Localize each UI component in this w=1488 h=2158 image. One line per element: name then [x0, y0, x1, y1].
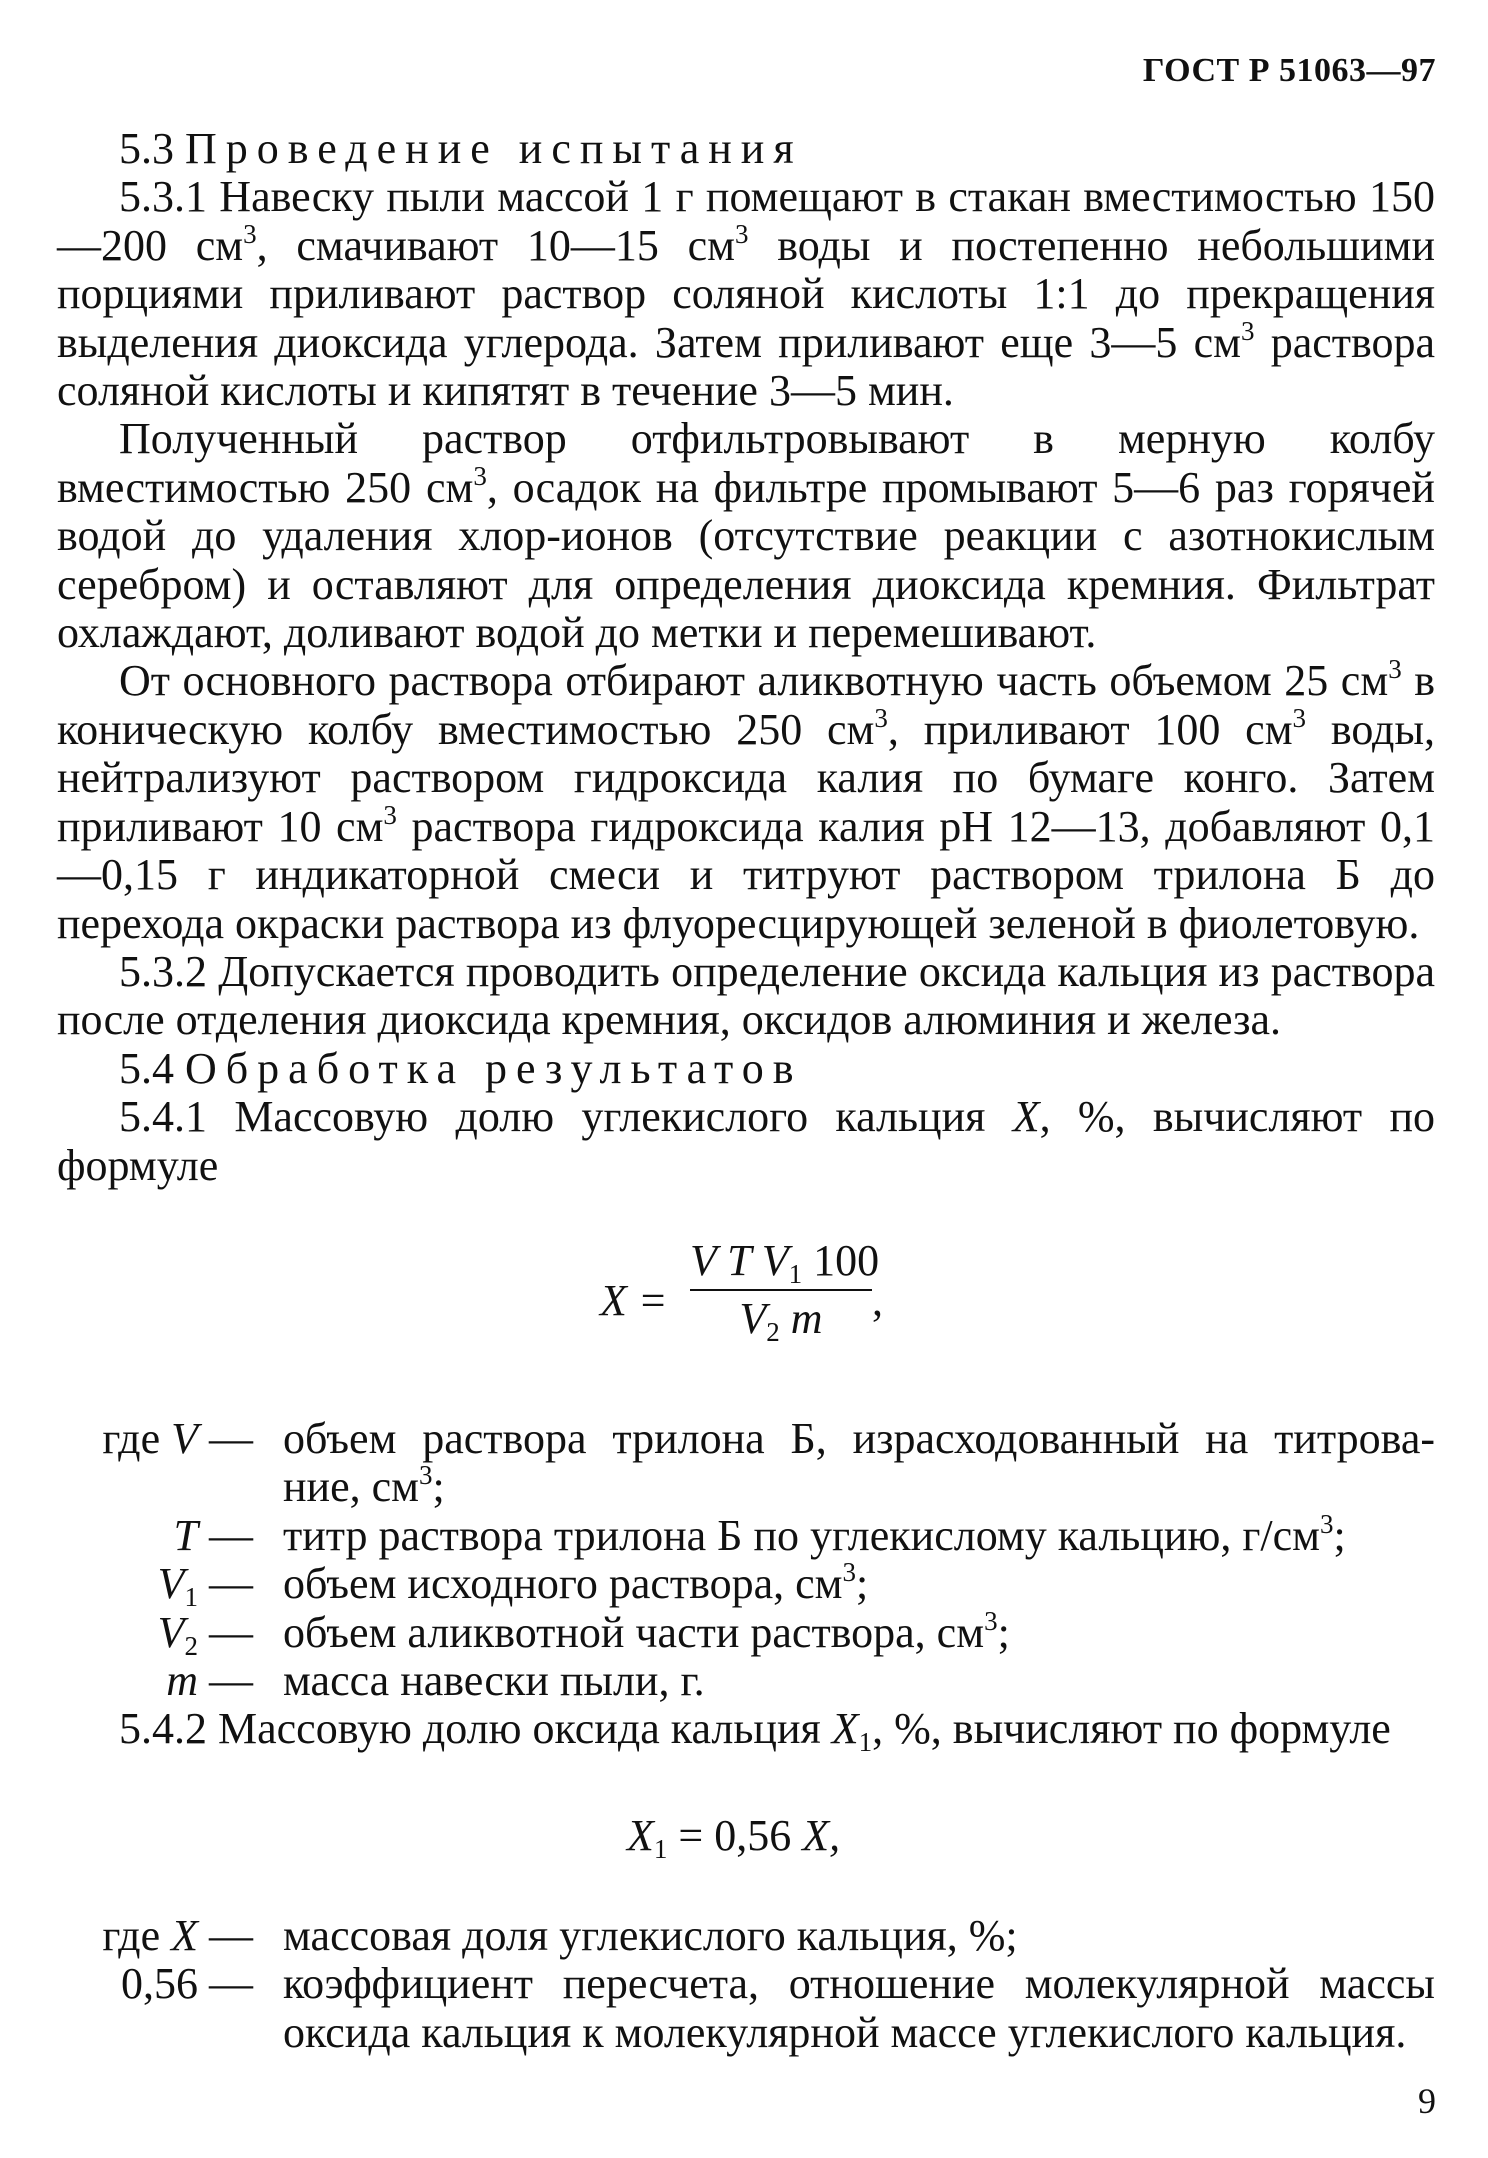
def-text: ;: [997, 1607, 1010, 1657]
den-text: V: [739, 1294, 767, 1343]
superscript: 3: [473, 460, 487, 491]
variable-definitions-2: [57, 1912, 1435, 2057]
def-text: ;: [856, 1559, 869, 1609]
def-text: объем исходного раствора, см: [283, 1559, 843, 1609]
text-run: 5.3.1 Навеску пыли массой 1 г помещают в стакан вместимостью 150—200 см: [57, 172, 1435, 270]
den-text: m: [779, 1294, 823, 1343]
paragraph-5-3-1: [57, 173, 1435, 415]
page-number: 9: [1418, 2081, 1436, 2121]
def-symbol: [174, 1512, 253, 1560]
formula-lhs: X =: [600, 1276, 668, 1325]
standard-header: ГОСТ Р 51063—97: [1142, 52, 1436, 89]
variable-definitions-1: [57, 1415, 1435, 1705]
formula-var: X: [802, 1811, 830, 1860]
superscript: 3: [842, 1557, 857, 1588]
heading-text: Проведение испытания: [185, 124, 803, 173]
num-text: V T V: [690, 1236, 789, 1285]
paragraph-5-4-1: [57, 1093, 1435, 1190]
subscript: 1: [788, 1259, 803, 1289]
heading-number: 5.3: [119, 124, 174, 173]
denominator: [690, 1293, 872, 1347]
def-text: ;: [1333, 1510, 1346, 1560]
def-text-wrap: [283, 1508, 1346, 1560]
definition-t: [57, 1508, 1435, 1560]
text-run: раствора гидроксида калия рН 12—13, добавляют 0,1—0,15 г индикаторной смеси и титруют раствором трилона Б до перехода окраски раствора из флуоресцирующей зеленой в фиолетовую.: [57, 801, 1436, 948]
dash: —: [198, 1510, 253, 1560]
formula-comma: ,: [829, 1811, 841, 1860]
superscript: 3: [984, 1605, 998, 1636]
symbol: V: [157, 1559, 185, 1609]
def-text: титр раствора трилона Б по углекислому кальцию, г/см: [283, 1510, 1320, 1560]
dash: —: [198, 1655, 253, 1705]
def-text: объем раствора трилона Б, израсходованный на титрова-: [283, 1414, 1435, 1463]
text-run: , смачивают 10—15 см: [256, 220, 735, 270]
text-run: в коническую колбу вместимостью 250 см: [57, 656, 1435, 754]
numerator: [690, 1235, 880, 1289]
dash: —: [198, 1911, 253, 1960]
dash: —: [198, 1959, 253, 2009]
symbol: T: [173, 1510, 198, 1560]
subscript: 1: [858, 1727, 873, 1757]
text-run: От основного раствора отбирают аликвотную часть объемом 25 см: [119, 656, 1389, 706]
paragraph-5-3-2: 5.3.2 Допускается проводить определение оксида кальция из раствора после отделения диоксида кремния, оксидов алюминия и железа.: [57, 946, 1435, 1045]
dash: —: [198, 1559, 253, 1609]
text-run: , %, вычисляют по формуле: [872, 1704, 1391, 1753]
paragraph-filtration: [57, 415, 1435, 657]
definition-x: [57, 1912, 1435, 1960]
paragraph-5-4-2: [57, 1704, 1435, 1757]
def-continuation: оксида кальция к молекулярной массе углекислого кальция.: [283, 2007, 1407, 2057]
superscript: 3: [1292, 702, 1307, 733]
section-5-4-2: [57, 1704, 1435, 1757]
heading-text: Обработка результатов: [185, 1043, 803, 1093]
text-run: 5.4.1 Массовую долю углекислого кальция: [119, 1092, 1013, 1142]
dash: —: [198, 1607, 253, 1657]
definition-v2: [57, 1605, 1435, 1661]
def-symbol: [121, 1960, 253, 2008]
formula-calcium-oxide: [627, 1810, 841, 1864]
superscript: 3: [735, 218, 749, 249]
superscript: 3: [383, 799, 397, 830]
section-5-3: [57, 125, 1435, 1190]
symbol: m: [166, 1655, 198, 1705]
symbol: 0,56: [121, 1959, 198, 2009]
variable-x: X: [831, 1704, 859, 1753]
def-symbol: [157, 1559, 253, 1613]
def-text: коэффициент пересчета, отношение молекулярной массы: [283, 1959, 1435, 2009]
text-run: , осадок на фильтре промывают 5—6 раз горячей водой до удаления хлор-ионов (отсутствие реакции с азотнокислым серебром) и оставляют для определения диоксида кремния. Фильтрат охлаждают, доливают водой до метки и перемешивают.: [57, 462, 1435, 658]
where-prefix: где: [102, 1414, 172, 1463]
def-symbol: [102, 1415, 253, 1463]
definition-v1: [57, 1557, 1435, 1613]
superscript: 3: [419, 1460, 433, 1491]
dash: —: [198, 1414, 253, 1463]
def-text: ние, см: [283, 1462, 419, 1512]
superscript: 3: [1240, 315, 1255, 346]
text-run: , %, вычисляют по формуле: [57, 1092, 1435, 1190]
section-heading-5-4: [57, 1045, 1435, 1093]
definition-coefficient: [57, 1960, 1435, 2008]
fraction: [690, 1235, 880, 1347]
text-run: , приливают 100 см: [887, 704, 1293, 754]
fraction-bar: [690, 1289, 872, 1291]
def-text-wrap: [283, 1605, 1010, 1657]
def-symbol: [157, 1607, 253, 1661]
def-text: массовая доля углекислого кальция, %;: [283, 1911, 1018, 1960]
section-heading-5-3: [57, 125, 1435, 173]
symbol: V: [171, 1414, 198, 1463]
superscript: 3: [874, 702, 888, 733]
heading-number: 5.4: [119, 1043, 174, 1093]
def-text-wrap: [283, 1557, 869, 1609]
paragraph-aliquot: [57, 654, 1436, 948]
superscript: 3: [243, 218, 257, 249]
variable-x: X: [1012, 1092, 1040, 1142]
text-run: воды и постепенно небольшими порциями приливают раствор соляной кислоты 1:1 до прекращения выделения диоксида углерода. Затем приливают еще 3—5 см: [57, 220, 1436, 367]
superscript: 3: [1388, 654, 1402, 685]
def-text: объем аликвотной части раствора, см: [283, 1607, 985, 1657]
def-symbol: [166, 1657, 253, 1705]
symbol: X: [171, 1911, 198, 1960]
subscript: 1: [653, 1834, 668, 1864]
def-symbol: [102, 1912, 253, 1960]
text-run: 5.4.2 Массовую долю оксида кальция: [119, 1704, 832, 1753]
formula-lhs: X: [627, 1811, 654, 1860]
formula-comma: ,: [872, 1276, 883, 1325]
subscript: 2: [766, 1317, 780, 1347]
def-continuation: [283, 1460, 445, 1512]
def-text: масса навески пыли, г.: [283, 1655, 705, 1705]
where-prefix: где: [102, 1911, 172, 1960]
formula-mid: = 0,56: [667, 1811, 803, 1860]
superscript: 3: [1319, 1508, 1334, 1539]
definition-m: [57, 1657, 1435, 1705]
def-text: ;: [432, 1462, 445, 1512]
subscript: 2: [184, 1630, 198, 1661]
text-run: Полученный раствор отфильтровывают в мерную колбу вместимостью 250 см: [57, 414, 1435, 512]
definition-v: [57, 1415, 1435, 1463]
text-run: воды, нейтрализуют раствором гидроксида калия по бумаге конго. Затем приливают 10 см: [57, 704, 1436, 851]
definition-coefficient-cont: [57, 2009, 1435, 2057]
definition-v-cont: [57, 1460, 1435, 1512]
symbol: V: [157, 1607, 185, 1657]
text-run: раствора соляной кислоты и кипятят в течение 3—5 мин.: [57, 317, 1435, 416]
num-text: 100: [802, 1236, 880, 1285]
subscript: 1: [184, 1582, 198, 1613]
